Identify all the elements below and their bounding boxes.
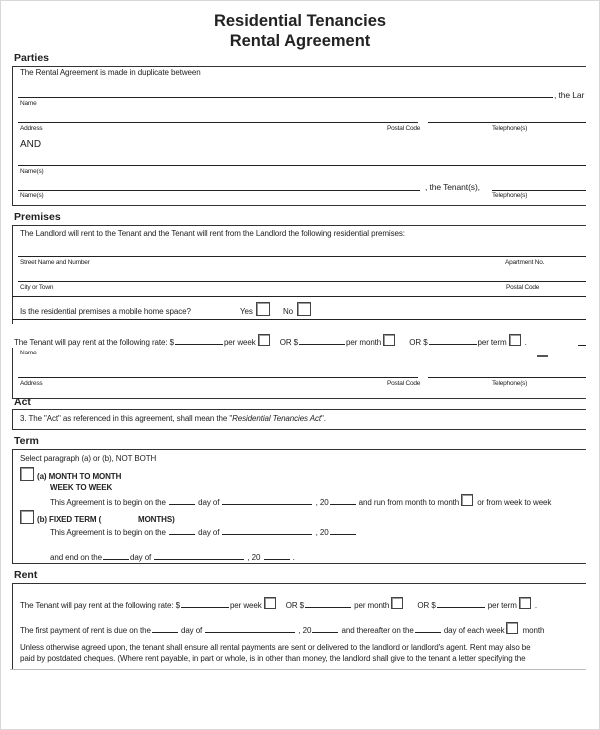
month-field[interactable]: [154, 551, 244, 560]
act-text-post: ".: [321, 414, 326, 423]
day-field[interactable]: [103, 551, 129, 560]
begin-text: This Agreement is to begin on the: [50, 498, 166, 507]
street-field[interactable]: [18, 256, 586, 257]
landlord-address-field[interactable]: [18, 122, 418, 123]
each-week-text: day of each week: [443, 626, 505, 635]
begin-text: This Agreement is to begin on the: [50, 528, 166, 537]
rent-paragraph-line-2: paid by postdated cheques. (Where rent payable, in part or whole, is in other than money, the landlord shall give to the tenant a letter specifying the: [20, 654, 526, 663]
no-label: No: [283, 307, 294, 316]
rate-prefix: The Tenant will pay rent at the following rate: $: [14, 338, 174, 347]
divider: [12, 319, 586, 320]
title-line-1: Residential Tenancies: [213, 12, 387, 30]
address-label: Address: [20, 380, 43, 387]
landlord-suffix: , the Lar: [554, 90, 585, 100]
option-b-months: MONTHS): [138, 515, 175, 524]
option-a-label-2: WEEK TO WEEK: [50, 483, 113, 492]
names-label-2: Name(s): [20, 192, 44, 199]
tenant-names-field-2[interactable]: [18, 190, 420, 191]
option-a-label: (a) MONTH TO MONTH: [37, 472, 122, 481]
month-text: month: [522, 626, 545, 635]
telephone-label: Telephone(s): [492, 380, 528, 387]
act-heading: Act: [14, 396, 31, 408]
rent-paragraph-line-1: Unless otherwise agreed upon, the tenant shall ensure all rental payments are sent or delivered to the landlord or landlord's agent. Rent may also be: [20, 643, 531, 652]
year-prefix: , 20: [298, 626, 312, 635]
or-label: OR $: [417, 601, 436, 610]
year-prefix: , 20: [315, 498, 329, 507]
telephone-label: Telephone(s): [492, 125, 528, 132]
rent-box-bottom: [10, 669, 586, 670]
or-label: OR $: [285, 601, 305, 610]
month-field[interactable]: [222, 526, 312, 535]
per-month-checkbox[interactable]: [391, 597, 403, 609]
no-checkbox[interactable]: [297, 302, 311, 316]
per-term-checkbox[interactable]: [509, 334, 521, 346]
premises-intro: The Landlord will rent to the Tenant and the Tenant will rent from the Landlord the following residential premises:: [20, 229, 405, 238]
parties-box: [12, 66, 586, 206]
premises-postal-label: Postal Code: [506, 284, 540, 291]
parties-heading: Parties: [14, 52, 50, 64]
tenant-telephone-field[interactable]: [492, 190, 586, 191]
premises-heading: Premises: [14, 211, 61, 223]
term-instruction: Select paragraph (a) or (b), NOT BOTH: [20, 454, 157, 463]
period: .: [292, 553, 295, 562]
year-field[interactable]: [312, 624, 338, 633]
act-name: Residential Tenancies Act: [232, 414, 322, 423]
landlord-name-field[interactable]: [18, 97, 553, 98]
act-text: [20, 414, 326, 423]
month-to-month-checkbox[interactable]: [461, 494, 473, 506]
rate-week-field[interactable]: [181, 599, 229, 608]
act-text-pre: 3. The "Act" as referenced in this agreement, shall mean the ": [20, 414, 233, 423]
option-a-checkbox[interactable]: [20, 467, 34, 481]
city-label: City or Town: [20, 284, 54, 291]
or-week-text: or from week to week: [477, 498, 552, 507]
day-of: day of: [180, 626, 203, 635]
rate-row-overlay: [14, 334, 527, 347]
rent-heading: Rent: [14, 569, 38, 581]
apartment-label: Apartment No.: [505, 259, 545, 266]
per-week-checkbox[interactable]: [258, 334, 270, 346]
per-week-label: per week: [223, 338, 256, 347]
day-of: day of: [198, 528, 220, 537]
address-field[interactable]: [18, 377, 418, 378]
month-field[interactable]: [205, 624, 295, 633]
line-fragment: [578, 345, 586, 346]
per-month-label: per month: [354, 601, 390, 610]
payment-day-field[interactable]: [415, 624, 441, 633]
per-month-checkbox[interactable]: [383, 334, 395, 346]
run-text: and run from month to month: [358, 498, 460, 507]
street-label: Street Name and Number: [20, 259, 90, 266]
option-b-label: (b) FIXED TERM (: [37, 515, 102, 524]
rate-month-field[interactable]: [305, 599, 351, 608]
yes-label: Yes: [240, 307, 253, 316]
postal-code-label: Postal Code: [387, 380, 421, 387]
mobile-question: Is the residential premises a mobile home space?: [20, 307, 191, 316]
or-label: OR $: [279, 338, 299, 347]
names-label: Name(s): [20, 168, 44, 175]
year-field[interactable]: [330, 526, 356, 535]
period: .: [534, 601, 538, 610]
day-of: day of: [198, 498, 220, 507]
month-field[interactable]: [222, 496, 312, 505]
rate-week-field[interactable]: [175, 336, 223, 345]
parties-intro: The Rental Agreement is made in duplicate between: [20, 68, 201, 77]
name-label: Name: [20, 100, 37, 107]
option-a-begin-row: [50, 494, 551, 507]
tenant-suffix: , the Tenant(s),: [425, 182, 480, 192]
title-line-2: Rental Agreement: [229, 32, 371, 50]
rate-month-field[interactable]: [299, 336, 345, 345]
per-week-label: per week: [229, 601, 262, 610]
telephone-label-2: Telephone(s): [492, 192, 528, 199]
day-field[interactable]: [169, 526, 195, 535]
per-term-checkbox[interactable]: [519, 597, 531, 609]
yes-checkbox[interactable]: [256, 302, 270, 316]
address-label: Address: [20, 125, 43, 132]
per-week-checkbox[interactable]: [264, 597, 276, 609]
postal-code-label: Postal Code: [387, 125, 421, 132]
option-b-begin-row: [50, 526, 357, 537]
per-term-label: per term: [487, 601, 517, 610]
per-term-label: per term: [477, 338, 507, 347]
day-of: day of: [129, 553, 152, 562]
landlord-telephone-field[interactable]: [428, 122, 586, 123]
and-text: AND: [20, 139, 42, 150]
or-label: OR $: [409, 338, 428, 347]
first-payment-row: [20, 622, 544, 635]
rate-prefix: The Tenant will pay rent at the following rate: $: [20, 601, 180, 610]
day-field[interactable]: [152, 624, 178, 633]
checkbox-fragment: [537, 355, 548, 357]
year-field[interactable]: [330, 496, 356, 505]
each-week-checkbox[interactable]: [506, 622, 518, 634]
rate-term-field[interactable]: [437, 599, 485, 608]
tenant-names-field-1[interactable]: [18, 165, 586, 166]
end-text: and end on the: [50, 553, 102, 562]
name-label-cut: Name: [20, 350, 37, 354]
option-b-checkbox[interactable]: [20, 510, 34, 524]
divider: [12, 296, 586, 297]
day-field[interactable]: [169, 496, 195, 505]
rent-rate-row: [20, 597, 537, 610]
option-b-end-row: [50, 551, 295, 562]
city-field[interactable]: [18, 281, 586, 282]
year-prefix: , 20: [247, 553, 261, 562]
year-field[interactable]: [264, 551, 290, 560]
first-payment-text: The first payment of rent is due on the: [20, 626, 151, 635]
term-heading: Term: [14, 435, 39, 447]
period: .: [524, 338, 527, 347]
thereafter-text: and thereafter on the: [341, 626, 414, 635]
telephone-field[interactable]: [428, 377, 586, 378]
rate-term-field[interactable]: [429, 336, 477, 345]
year-prefix: , 20: [315, 528, 329, 537]
per-month-label: per month: [346, 338, 382, 347]
